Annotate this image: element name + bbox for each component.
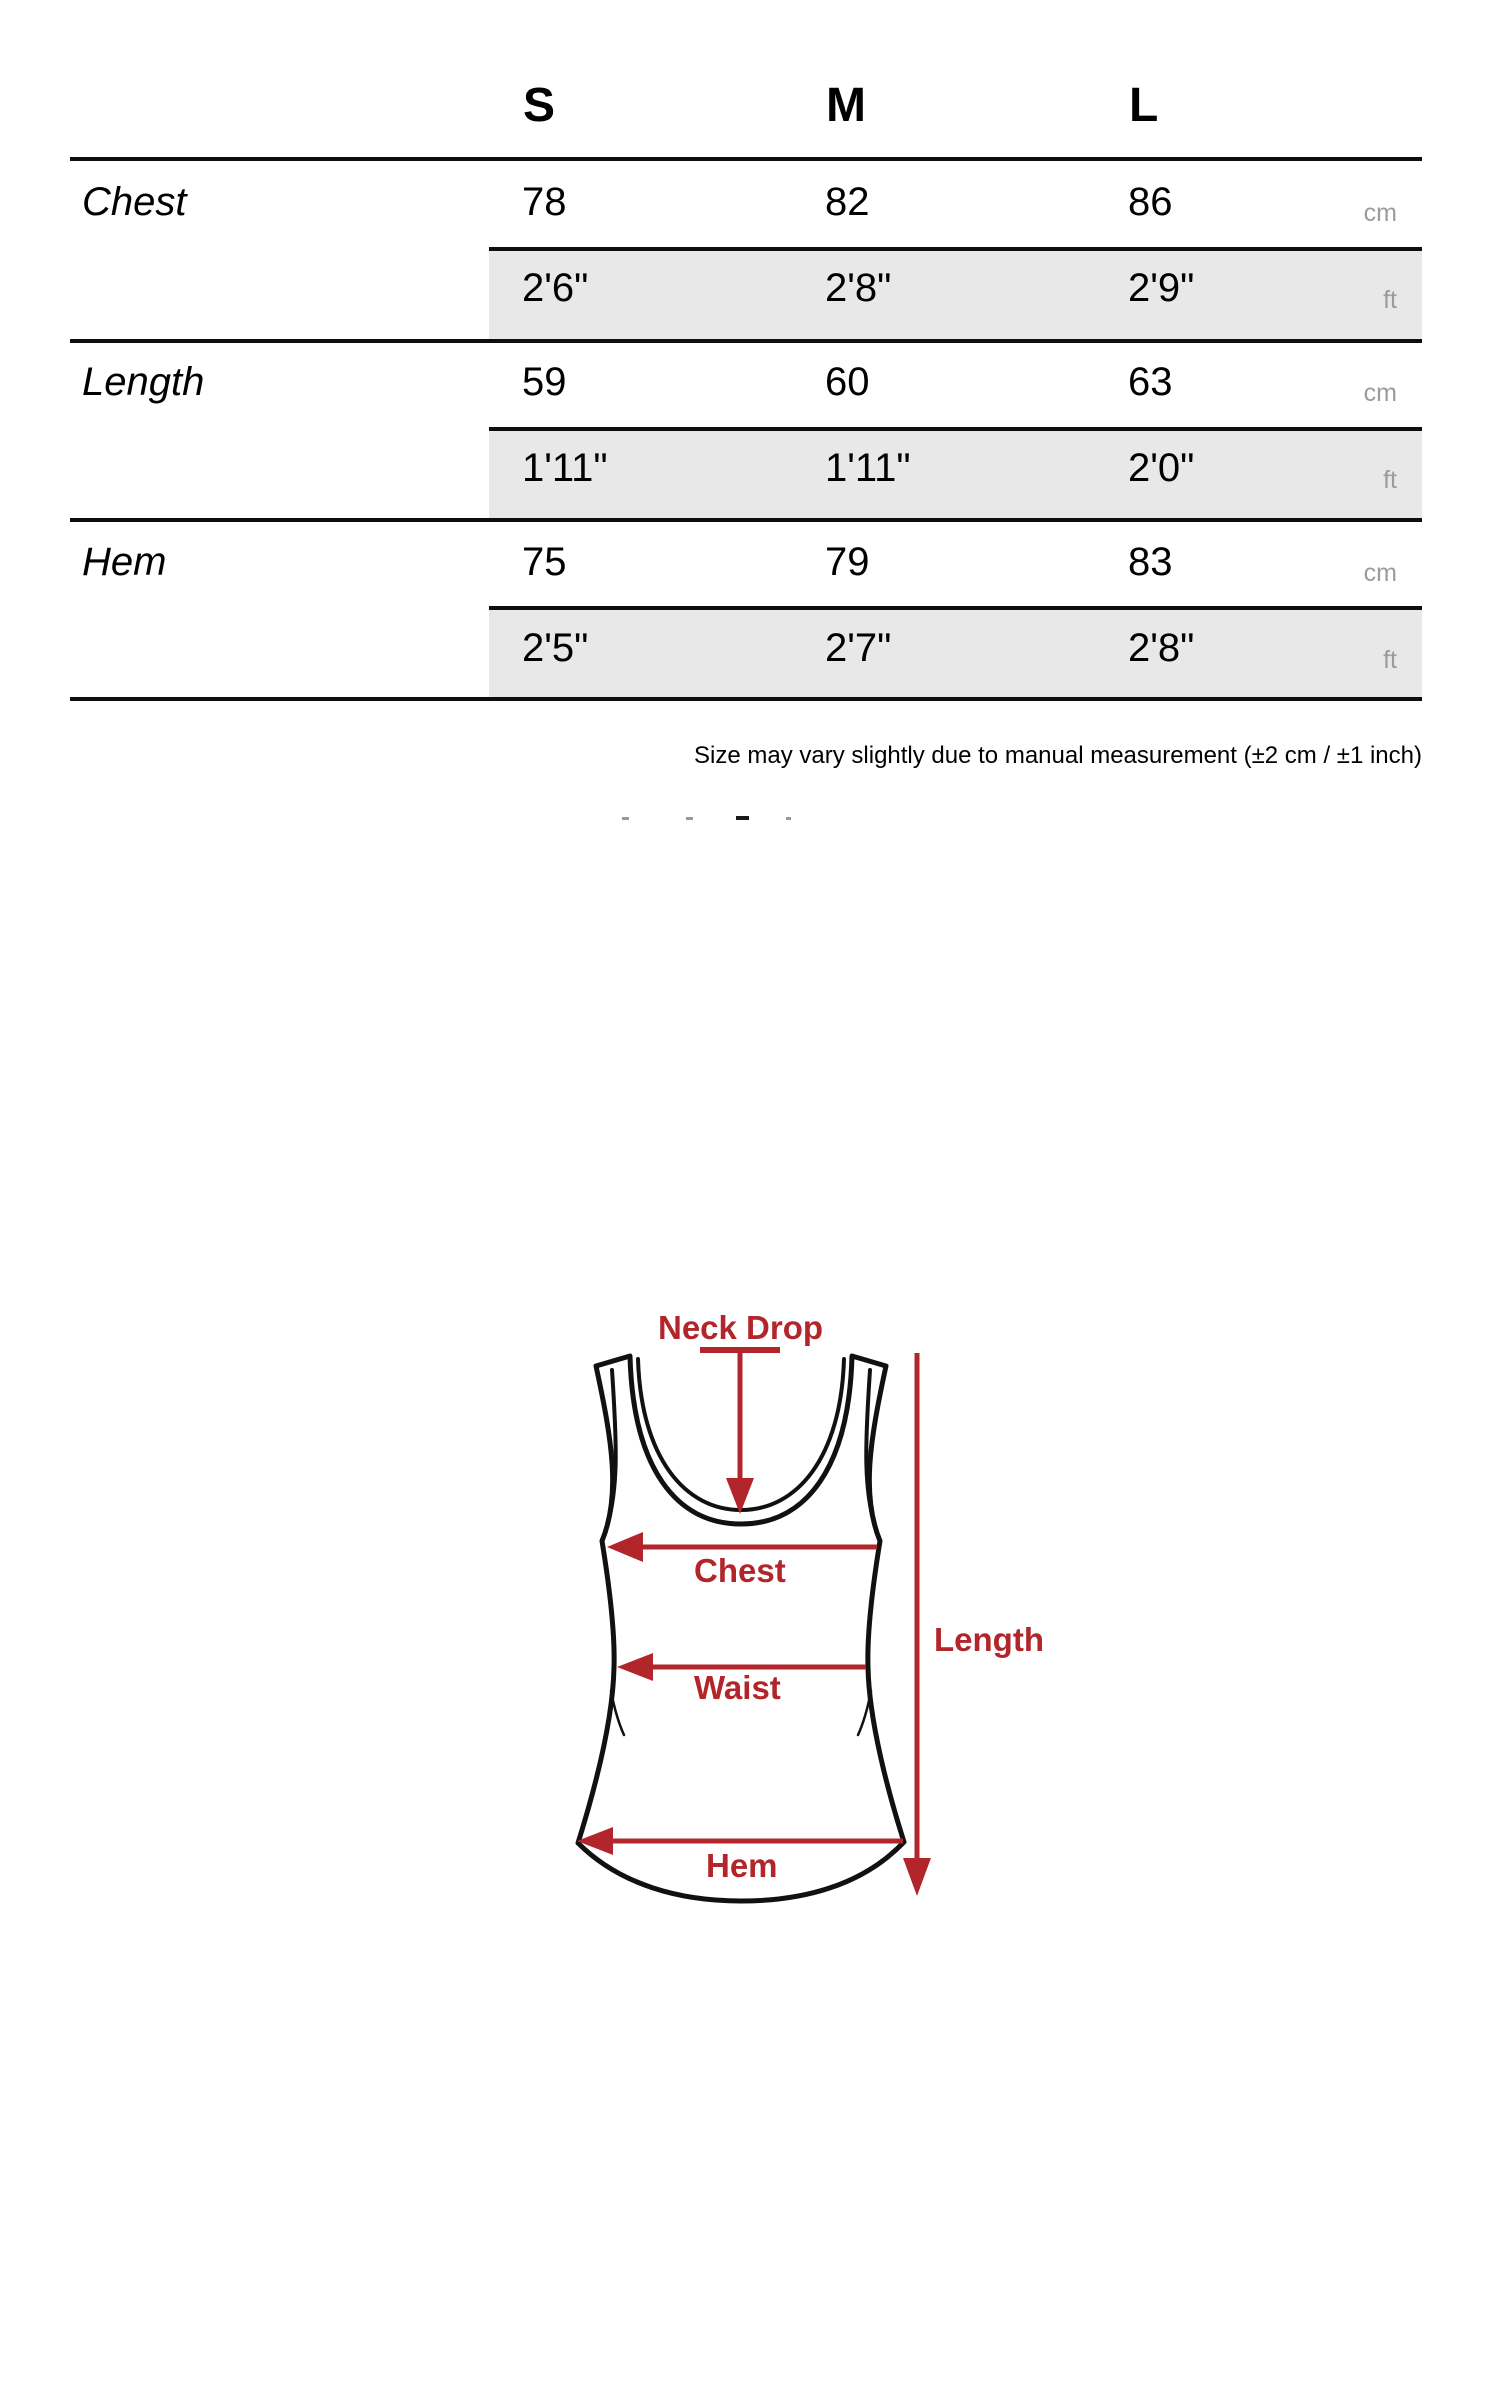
measurement-note: Size may vary slightly due to manual measurement (±2 cm / ±1 inch) [694, 742, 1422, 769]
size-header-s: S [523, 79, 556, 132]
cell-hem-cm-s: 75 [522, 540, 567, 584]
waist-arrowhead [617, 1653, 653, 1681]
tank-top-diagram [540, 1290, 1100, 1950]
clipped-text-fragment [786, 817, 791, 820]
cell-length-ft-s: 1'11" [522, 446, 608, 490]
chest-arrowhead [607, 1532, 643, 1562]
row-label-chest: Chest [82, 180, 187, 224]
cell-hem-cm-l: 83 [1128, 540, 1173, 584]
cell-hem-cm-m: 79 [825, 540, 870, 584]
clipped-text-fragment [736, 816, 749, 820]
unit-label-ft: ft [1383, 466, 1397, 494]
cell-hem-ft-s: 2'5" [522, 626, 589, 670]
cell-length-ft-m: 1'11" [825, 446, 911, 490]
cell-length-ft-l: 2'0" [1128, 446, 1195, 490]
cell-chest-ft-s: 2'6" [522, 266, 589, 310]
unit-label-cm: cm [1363, 379, 1397, 407]
table-rule-partial [489, 427, 1422, 431]
table-rule [70, 697, 1422, 701]
cell-length-cm-l: 63 [1128, 360, 1173, 404]
size-header-m: M [826, 79, 866, 132]
shaded-row-hem-ft [489, 610, 1422, 697]
table-rule [70, 157, 1422, 161]
cell-chest-ft-m: 2'8" [825, 266, 892, 310]
clipped-text-fragment [622, 817, 629, 820]
cell-length-cm-m: 60 [825, 360, 870, 404]
diagram-label-neck-drop: Neck Drop [658, 1309, 824, 1346]
cell-chest-cm-m: 82 [825, 180, 870, 224]
table-rule-partial [489, 606, 1422, 610]
cell-hem-ft-m: 2'7" [825, 626, 892, 670]
table-rule-partial [489, 247, 1422, 251]
cell-hem-ft-l: 2'8" [1128, 626, 1195, 670]
unit-label-ft: ft [1383, 286, 1397, 314]
side-seam-notch-right [858, 1691, 871, 1735]
clipped-text-fragment [686, 817, 693, 820]
length-arrowhead [903, 1858, 931, 1896]
unit-label-ft: ft [1383, 646, 1397, 674]
unit-label-cm: cm [1363, 559, 1397, 587]
side-seam-notch-left [611, 1691, 624, 1735]
size-header-l: L [1129, 79, 1159, 132]
shaded-row-length-ft [489, 431, 1422, 518]
cell-chest-cm-l: 86 [1128, 180, 1173, 224]
diagram-label-waist: Waist [694, 1669, 781, 1706]
table-rule [70, 518, 1422, 522]
row-label-hem: Hem [82, 540, 167, 584]
unit-label-cm: cm [1363, 199, 1397, 227]
diagram-label-chest: Chest [694, 1552, 786, 1589]
cell-chest-ft-l: 2'9" [1128, 266, 1195, 310]
shaded-row-chest-ft [489, 251, 1422, 339]
diagram-label-hem: Hem [706, 1847, 778, 1884]
cell-length-cm-s: 59 [522, 360, 567, 404]
row-label-length: Length [82, 360, 205, 404]
table-rule [70, 339, 1422, 343]
cell-chest-cm-s: 78 [522, 180, 567, 224]
diagram-label-length: Length [934, 1621, 1044, 1658]
